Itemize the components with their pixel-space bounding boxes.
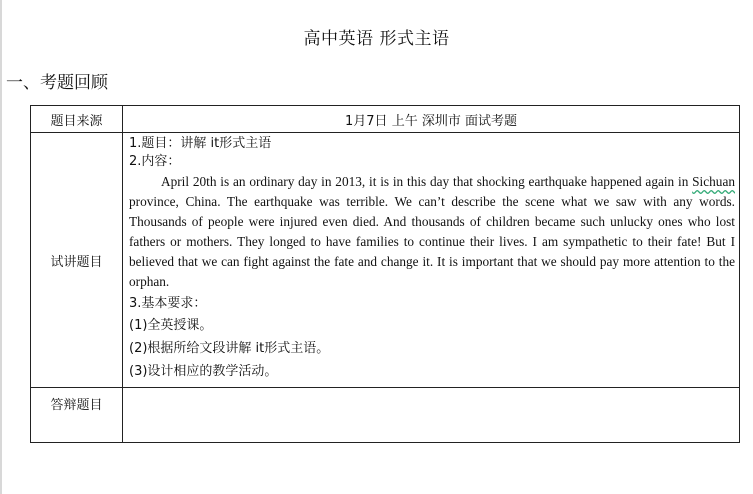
value-answer	[123, 388, 740, 443]
label-source: 题目来源	[31, 106, 123, 133]
exam-info-table	[30, 105, 740, 443]
topic-item-3: 3.基本要求：	[129, 296, 207, 311]
label-answer: 答辩题目	[31, 388, 123, 443]
topic-item-1: 1.题目：讲解 it形式主语	[129, 136, 272, 151]
page-left-edge	[0, 0, 2, 494]
table-row-topic	[31, 133, 740, 388]
table-row-answer	[31, 388, 740, 443]
value-source: 1月7日 上午 深圳市 面试考题	[123, 106, 740, 133]
passage-underlined-word: Sichuan	[692, 174, 735, 189]
topic-content	[123, 133, 740, 388]
topic-item-2: 2.内容：	[129, 154, 181, 169]
requirement-item: (3)设计相应的教学活动。	[129, 364, 278, 379]
passage-text-1: April 20th is an ordinary day in 2013, it is in this day that shocking earthquake happened again in	[161, 174, 693, 189]
label-topic: 试讲题目	[31, 133, 123, 388]
requirement-item: (1)全英授课。	[129, 318, 213, 333]
section-heading: 一、考题回顾	[6, 73, 108, 93]
passage-paragraph	[129, 172, 735, 292]
document-title: 高中英语 形式主语	[303, 29, 450, 49]
requirement-item: (2)根据所给文段讲解 it形式主语。	[129, 341, 330, 356]
table-row-source	[31, 106, 740, 133]
passage-text-2: province, China. The earthquake was terrible. We can’t describe the scene what we saw with any words. Thousands of people were injured even died. And thousands of children became such unlucky ones who lost fathers or mothers. They longed to have families to continue their lives. I am sympathetic to their fate! But I believed that we can fight against the fate and change it. It is important that we should pay more attention to the orphan.	[129, 194, 735, 289]
